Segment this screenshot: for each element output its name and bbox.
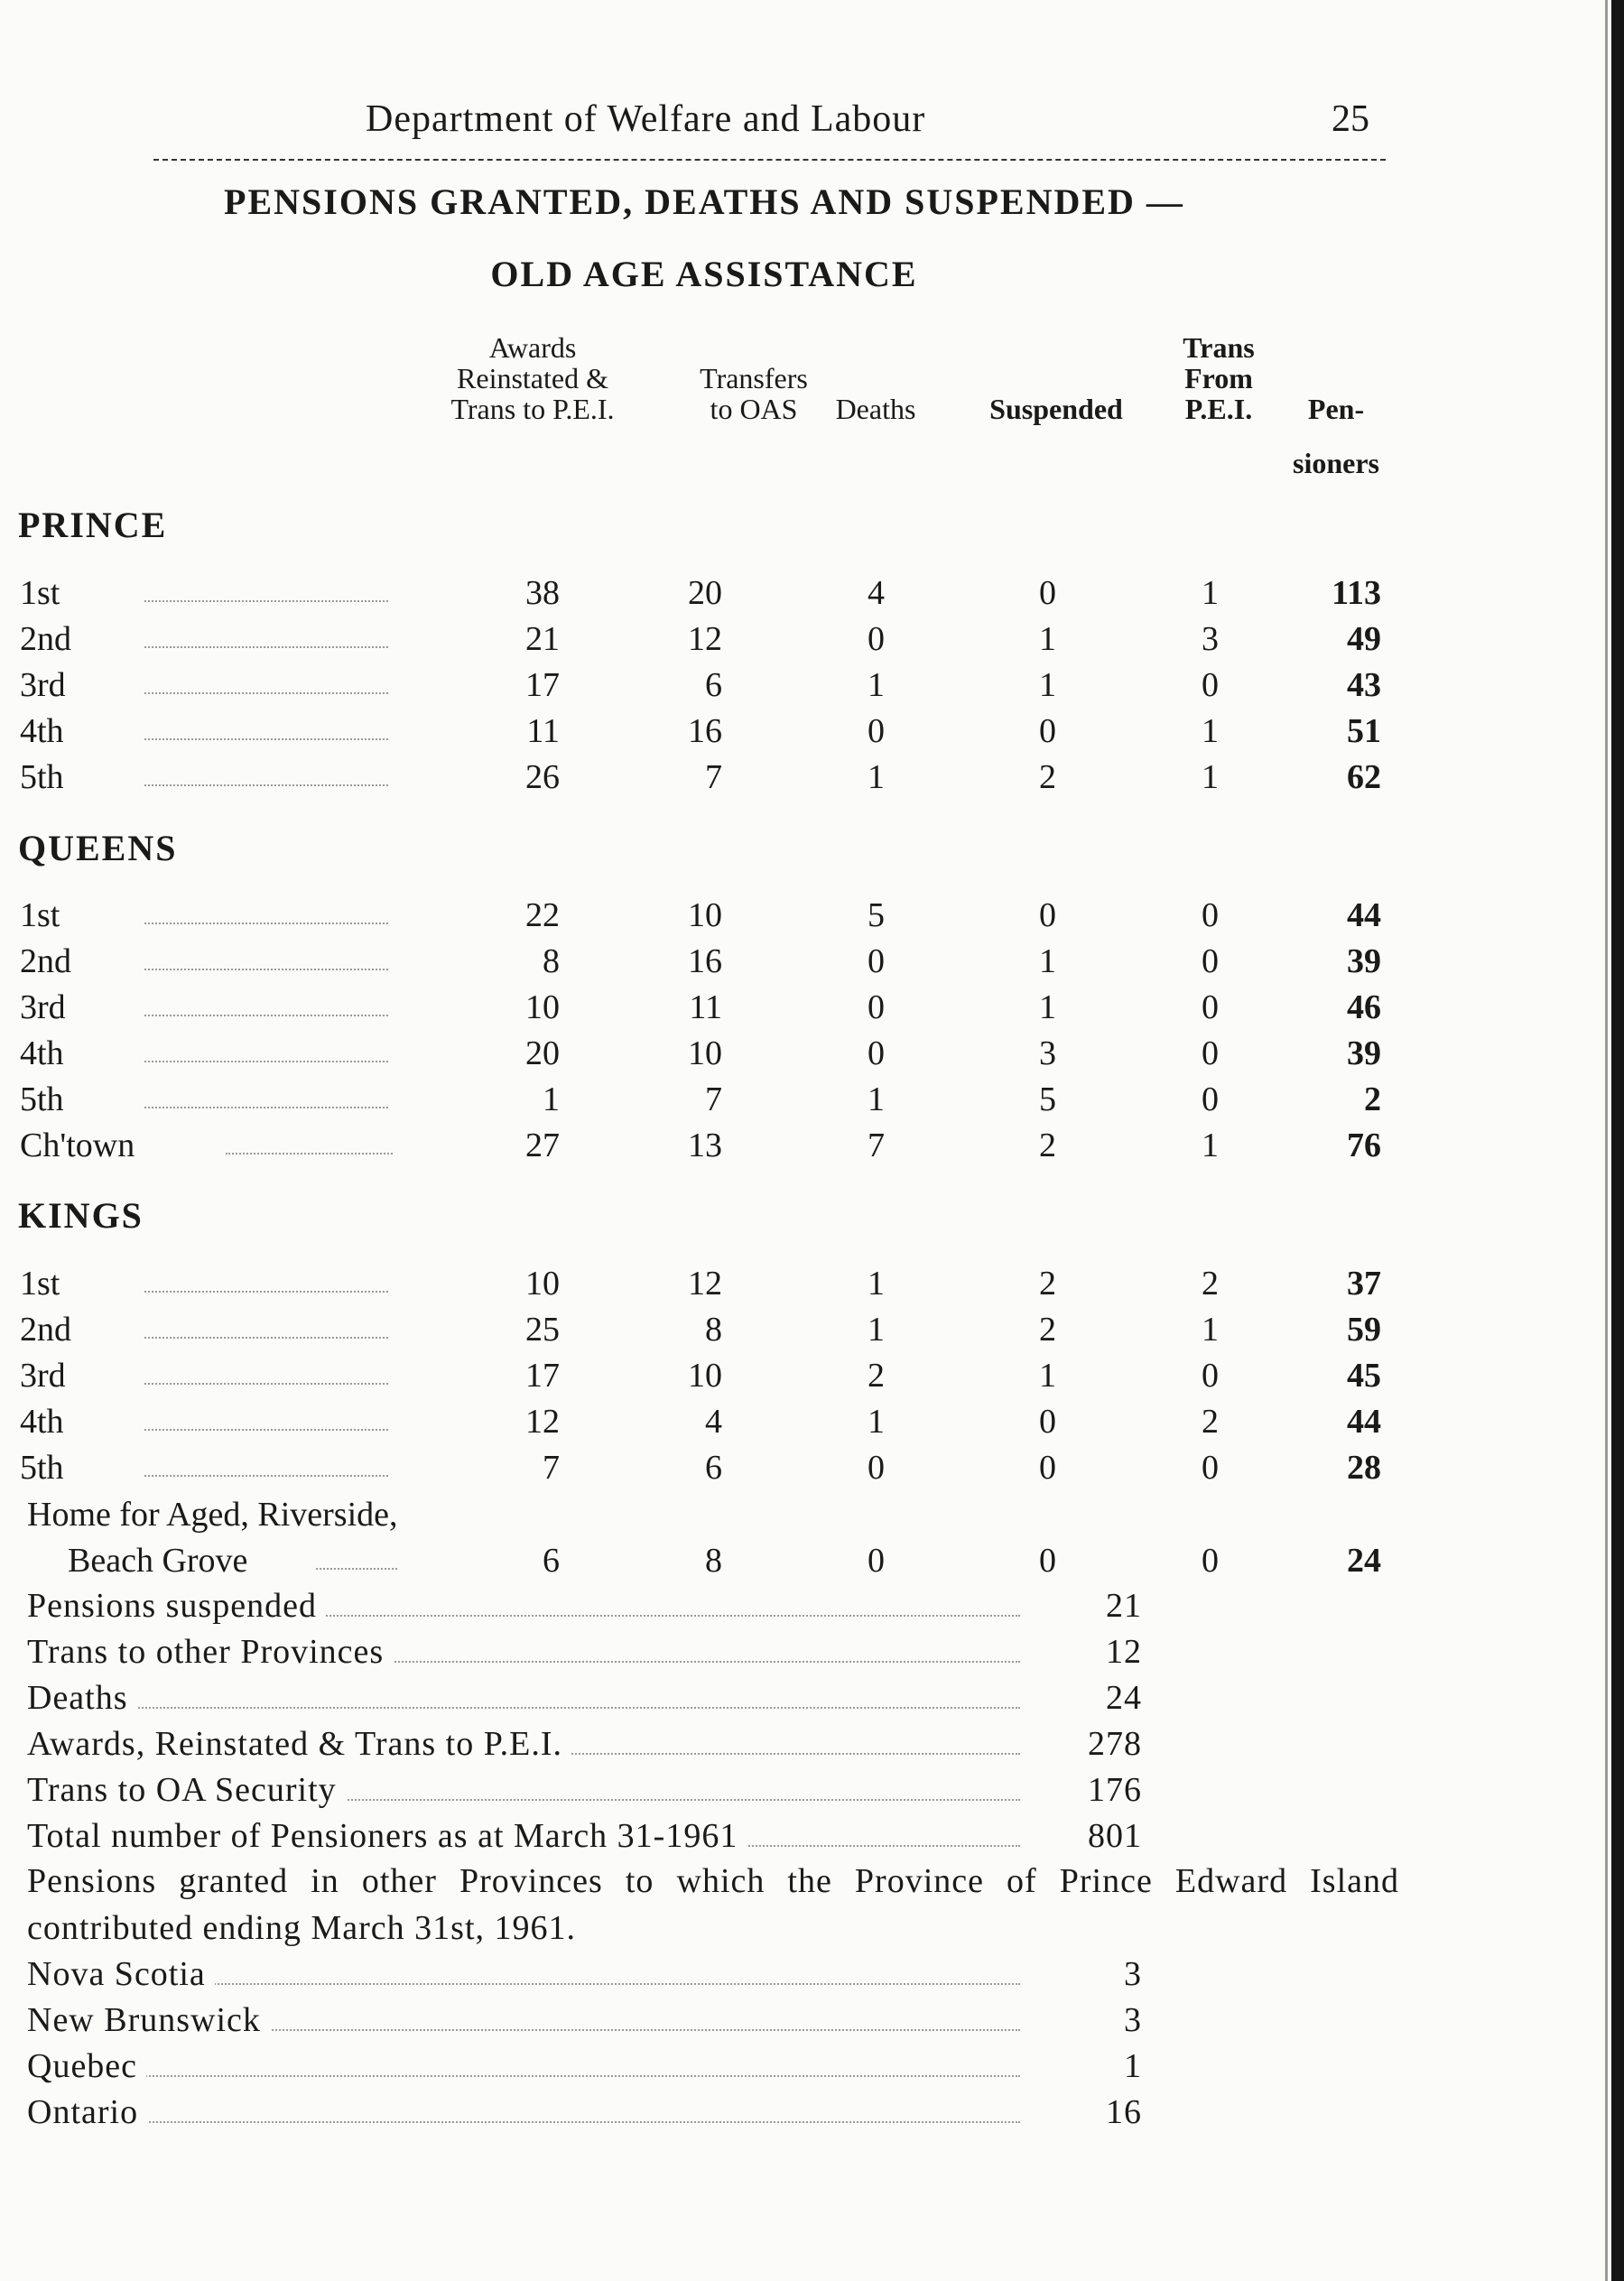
table-row	[0, 1402, 1624, 1447]
cell-suspended: 1	[1039, 942, 1056, 980]
leader-dots	[27, 1707, 1020, 1709]
cell-pensioners: 113	[1332, 574, 1381, 612]
leader-dots	[144, 1429, 388, 1431]
cell-suspended: 1	[1039, 666, 1056, 704]
cell-awards: 10	[525, 988, 560, 1026]
cell-transfers: 7	[705, 758, 722, 796]
summary-label: Trans to OA Security	[27, 1770, 346, 1810]
province-value: 16	[1106, 2093, 1142, 2131]
cell-suspended: 2	[1039, 1265, 1056, 1303]
cell-transfers: 13	[688, 1127, 722, 1164]
cell-awards: 22	[525, 896, 560, 934]
leader-dots	[144, 1061, 388, 1062]
cell-awards: 1	[543, 1080, 560, 1118]
row-label: 1st	[20, 1265, 60, 1303]
cell-awards: 6	[543, 1542, 560, 1580]
cell-trans-from: 1	[1202, 574, 1219, 612]
leader-dots	[144, 646, 388, 648]
province-row	[0, 1954, 1624, 1999]
cell-suspended: 0	[1039, 1542, 1056, 1580]
cell-deaths: 0	[868, 942, 885, 980]
row-label: 5th	[20, 758, 64, 796]
col-header-awards	[411, 332, 654, 424]
cell-trans-from: 0	[1202, 666, 1219, 704]
cell-pensioners: 43	[1347, 666, 1381, 704]
cell-transfers: 6	[705, 1449, 722, 1487]
col-header-trans-from-line2: From	[1184, 362, 1253, 394]
table-row	[0, 1080, 1624, 1125]
cell-trans-from: 0	[1202, 988, 1219, 1026]
table-row	[0, 895, 1624, 941]
col-header-transfers-line2: to OAS	[710, 393, 798, 425]
province-value: 3	[1124, 1955, 1142, 1993]
cell-awards: 10	[525, 1265, 560, 1303]
leader-dots	[144, 1291, 388, 1293]
cell-pensioners: 76	[1347, 1127, 1381, 1164]
leader-dots	[144, 969, 388, 970]
section-queens: QUEENS	[18, 828, 178, 868]
table-row	[0, 1264, 1624, 1309]
cell-trans-from: 0	[1202, 1080, 1219, 1118]
cell-transfers: 6	[705, 666, 722, 704]
table-row	[0, 941, 1624, 987]
leader-dots	[27, 2121, 1020, 2123]
cell-transfers: 16	[688, 712, 722, 750]
cell-awards: 17	[525, 1357, 560, 1395]
col-header-pensioners	[1286, 394, 1386, 478]
cell-deaths: 1	[868, 758, 885, 796]
cell-trans-from: 0	[1202, 1357, 1219, 1395]
row-label: 1st	[20, 574, 60, 612]
cell-pensioners: 62	[1347, 758, 1381, 796]
summary-row	[0, 1678, 1624, 1723]
col-header-awards-line1: Awards	[488, 331, 577, 364]
cell-awards: 7	[543, 1449, 560, 1487]
page-number: 25	[1332, 98, 1369, 140]
cell-deaths: 7	[868, 1127, 885, 1164]
row-label: 1st	[20, 896, 60, 934]
cell-suspended: 0	[1039, 896, 1056, 934]
leader-dots	[316, 1568, 397, 1570]
leader-dots	[144, 784, 388, 786]
row-label: 3rd	[20, 988, 66, 1026]
row-label: 3rd	[20, 1357, 66, 1395]
cell-trans-from: 2	[1202, 1403, 1219, 1441]
row-label: 2nd	[20, 620, 71, 658]
running-head	[0, 97, 1624, 148]
table-row	[0, 1356, 1624, 1401]
cell-pensioners: 24	[1347, 1542, 1381, 1580]
leader-dots	[27, 2075, 1020, 2077]
cell-deaths: 0	[868, 1034, 885, 1072]
cell-transfers: 8	[705, 1542, 722, 1580]
col-header-trans-from-line1: Trans	[1183, 331, 1255, 364]
summary-label: Total number of Pensioners as at March 31-1961	[27, 1816, 747, 1856]
cell-trans-from: 0	[1202, 1542, 1219, 1580]
cell-pensioners: 59	[1347, 1311, 1381, 1349]
summary-row	[0, 1632, 1624, 1677]
cell-awards: 26	[525, 758, 560, 796]
cell-awards: 20	[525, 1034, 560, 1072]
leader-dots	[144, 1383, 388, 1385]
table-row	[0, 1448, 1624, 1493]
province-value: 1	[1124, 2047, 1142, 2085]
cell-pensioners: 44	[1347, 1403, 1381, 1441]
leader-dots	[144, 1337, 388, 1339]
cell-deaths: 0	[868, 1449, 885, 1487]
leader-dots	[144, 1015, 388, 1016]
leader-dots	[226, 1153, 393, 1154]
cell-deaths: 1	[868, 1403, 885, 1441]
cell-pensioners: 44	[1347, 896, 1381, 934]
leader-dots	[144, 1475, 388, 1477]
cell-awards: 11	[526, 712, 560, 750]
summary-value: 801	[1088, 1817, 1142, 1855]
province-label: Quebec	[27, 2046, 146, 2086]
province-row	[0, 2092, 1624, 2137]
summary-label: Deaths	[27, 1678, 137, 1718]
col-header-deaths: Deaths	[835, 393, 916, 425]
col-header-pensioners-line2: sioners	[1293, 447, 1379, 479]
cell-pensioners: 46	[1347, 988, 1381, 1026]
cell-suspended: 1	[1039, 1357, 1056, 1395]
table-row	[0, 619, 1624, 664]
cell-suspended: 0	[1039, 574, 1056, 612]
cell-deaths: 1	[868, 1080, 885, 1118]
cell-trans-from: 1	[1202, 1127, 1219, 1164]
cell-trans-from: 0	[1202, 1034, 1219, 1072]
summary-label: Awards, Reinstated & Trans to P.E.I.	[27, 1724, 571, 1764]
cell-transfers: 10	[688, 1034, 722, 1072]
province-row	[0, 2000, 1624, 2045]
cell-deaths: 1	[868, 666, 885, 704]
cell-suspended: 1	[1039, 988, 1056, 1026]
row-label: 2nd	[20, 942, 71, 980]
table-row	[0, 711, 1624, 756]
cell-deaths: 0	[868, 988, 885, 1026]
cell-deaths: 5	[868, 896, 885, 934]
cell-suspended: 3	[1039, 1034, 1056, 1072]
summary-value: 176	[1088, 1771, 1142, 1809]
cell-pensioners: 39	[1347, 1034, 1381, 1072]
col-header-suspended: Suspended	[989, 393, 1123, 425]
cell-transfers: 11	[689, 988, 722, 1026]
row-label: 4th	[20, 1403, 64, 1441]
cell-trans-from: 0	[1202, 1449, 1219, 1487]
leader-dots	[144, 738, 388, 740]
home-label-line1	[0, 1495, 1624, 1540]
cell-pensioners: 49	[1347, 620, 1381, 658]
cell-suspended: 2	[1039, 1127, 1056, 1164]
table-row	[0, 757, 1624, 802]
summary-row	[0, 1586, 1624, 1631]
leader-dots	[144, 923, 388, 924]
cell-awards: 8	[543, 942, 560, 980]
cell-trans-from: 1	[1202, 1311, 1219, 1349]
cell-awards: 25	[525, 1311, 560, 1349]
table-row	[0, 1034, 1624, 1079]
summary-row	[0, 1816, 1624, 1861]
row-label: Beach Grove	[68, 1542, 248, 1580]
summary-value: 21	[1106, 1587, 1142, 1625]
cell-pensioners: 37	[1347, 1265, 1381, 1303]
col-header-trans-from	[1160, 332, 1277, 424]
cell-awards: 21	[525, 620, 560, 658]
summary-value: 278	[1088, 1725, 1142, 1763]
cell-trans-from: 1	[1202, 712, 1219, 750]
table-row	[0, 665, 1624, 710]
cell-transfers: 20	[688, 574, 722, 612]
table-row-home	[0, 1541, 1624, 1586]
cell-trans-from: 0	[1202, 942, 1219, 980]
cell-pensioners: 39	[1347, 942, 1381, 980]
col-header-trans-from-line3: P.E.I.	[1184, 393, 1253, 425]
summary-row	[0, 1770, 1624, 1815]
summary-value: 24	[1106, 1679, 1142, 1717]
cell-transfers: 12	[688, 1265, 722, 1303]
cell-transfers: 10	[688, 1357, 722, 1395]
page-title: PENSIONS GRANTED, DEATHS AND SUSPENDED —	[224, 181, 1184, 222]
cell-suspended: 2	[1039, 1311, 1056, 1349]
leader-dots	[144, 1107, 388, 1108]
row-label: 2nd	[20, 1311, 71, 1349]
col-header-pensioners-line1: Pen-	[1307, 393, 1365, 425]
row-label: 5th	[20, 1080, 64, 1118]
cell-suspended: 2	[1039, 758, 1056, 796]
row-label: 4th	[20, 1034, 64, 1072]
summary-label: Pensions suspended	[27, 1586, 326, 1626]
col-header-awards-line2: Reinstated &	[457, 362, 608, 394]
section-kings: KINGS	[18, 1195, 144, 1236]
cell-deaths: 0	[868, 1542, 885, 1580]
cell-deaths: 1	[868, 1265, 885, 1303]
cell-trans-from: 1	[1202, 758, 1219, 796]
row-label: 5th	[20, 1449, 64, 1487]
cell-transfers: 10	[688, 896, 722, 934]
cell-transfers: 16	[688, 942, 722, 980]
summary-row	[0, 1724, 1624, 1769]
cell-suspended: 0	[1039, 1403, 1056, 1441]
cell-deaths: 0	[868, 620, 885, 658]
cell-awards: 38	[525, 574, 560, 612]
table-row	[0, 573, 1624, 618]
cell-trans-from: 2	[1202, 1265, 1219, 1303]
cell-awards: 17	[525, 666, 560, 704]
cell-suspended: 5	[1039, 1080, 1056, 1118]
row-label: Ch'town	[20, 1127, 135, 1164]
cell-awards: 27	[525, 1127, 560, 1164]
province-label: Nova Scotia	[27, 1954, 215, 1994]
summary-value: 12	[1106, 1633, 1142, 1671]
cell-transfers: 8	[705, 1311, 722, 1349]
cell-transfers: 7	[705, 1080, 722, 1118]
province-value: 3	[1124, 2001, 1142, 2039]
cell-transfers: 4	[705, 1403, 722, 1441]
cell-pensioners: 45	[1347, 1357, 1381, 1395]
province-label: New Brunswick	[27, 2000, 270, 2040]
province-row	[0, 2046, 1624, 2091]
cell-suspended: 1	[1039, 620, 1056, 658]
col-header-awards-line3: Trans to P.E.I.	[450, 393, 615, 425]
running-title: Department of Welfare and Labour	[366, 98, 926, 140]
cell-transfers: 12	[688, 620, 722, 658]
home-line1-text: Home for Aged, Riverside,	[27, 1496, 398, 1534]
page-subtitle: OLD AGE ASSISTANCE	[490, 254, 918, 294]
section-prince: PRINCE	[18, 505, 168, 545]
row-label: 3rd	[20, 666, 66, 704]
leader-dots	[144, 692, 388, 694]
cell-pensioners: 51	[1347, 712, 1381, 750]
cell-suspended: 0	[1039, 1449, 1056, 1487]
summary-label: Trans to other Provinces	[27, 1632, 393, 1672]
leader-dots	[144, 600, 388, 602]
cell-awards: 12	[525, 1403, 560, 1441]
cell-deaths: 2	[868, 1357, 885, 1395]
cell-deaths: 0	[868, 712, 885, 750]
cell-pensioners: 2	[1364, 1080, 1381, 1118]
col-header-transfers-line1: Transfers	[700, 362, 808, 394]
province-label: Ontario	[27, 2092, 147, 2132]
cell-suspended: 0	[1039, 712, 1056, 750]
table-row	[0, 1310, 1624, 1355]
cell-pensioners: 28	[1347, 1449, 1381, 1487]
cell-deaths: 1	[868, 1311, 885, 1349]
cell-deaths: 4	[868, 574, 885, 612]
row-label: 4th	[20, 712, 64, 750]
note-paragraph: Pensions granted in other Provinces to which the Province of Prince Edward Island contributed ending March 31st, 1961.	[27, 1862, 1399, 1947]
cell-trans-from: 3	[1202, 620, 1219, 658]
cell-trans-from: 0	[1202, 896, 1219, 934]
header-rule	[153, 159, 1386, 161]
table-row	[0, 1126, 1624, 1171]
table-row	[0, 988, 1624, 1033]
